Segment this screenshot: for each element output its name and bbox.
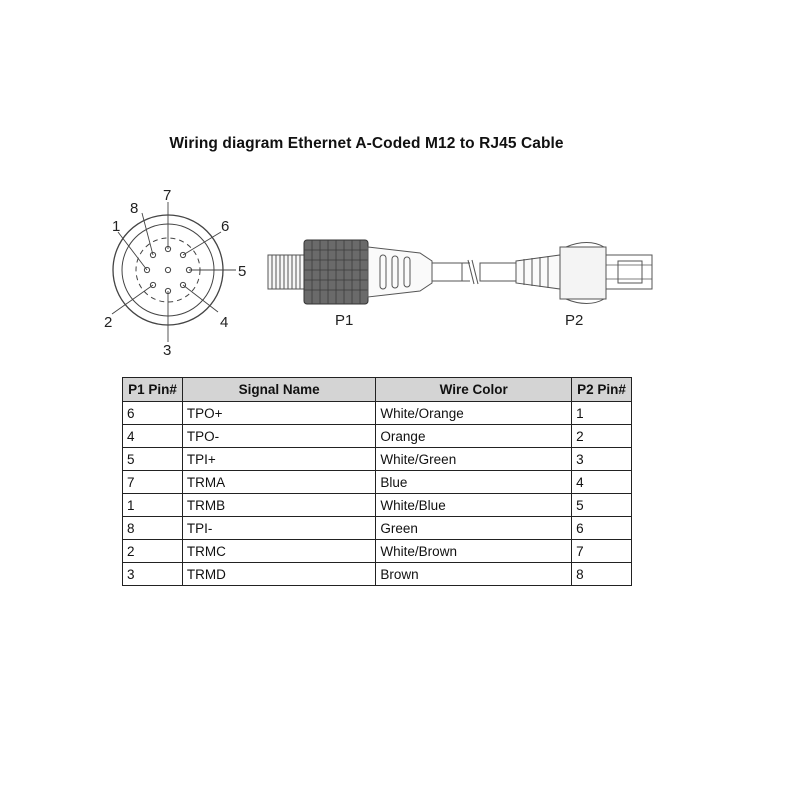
- signal-name-cell: TRMC: [182, 540, 376, 563]
- p2-pin-cell: 2: [572, 425, 632, 448]
- rj45-body: [560, 247, 606, 299]
- signal-name-cell: TPI-: [182, 517, 376, 540]
- p1-pin-cell: 4: [123, 425, 183, 448]
- table-row: [123, 540, 632, 563]
- pinout-table: [122, 377, 632, 586]
- p2-pin-cell: 5: [572, 494, 632, 517]
- signal-name-cell: TPO-: [182, 425, 376, 448]
- p2-pin-cell: 6: [572, 517, 632, 540]
- wire-color-cell: White/Brown: [376, 540, 572, 563]
- table-row: [123, 471, 632, 494]
- wire-color-cell: White/Green: [376, 448, 572, 471]
- p2-pin-cell: 3: [572, 448, 632, 471]
- p2-label: P2: [565, 312, 584, 329]
- table-row: [123, 494, 632, 517]
- header-p1-pin: P1 Pin#: [123, 378, 183, 402]
- table-header-row: [123, 378, 632, 402]
- signal-name-cell: TRMB: [182, 494, 376, 517]
- cable-side-view: [268, 240, 652, 304]
- rj45-boot: [516, 255, 560, 289]
- wire-color-cell: Orange: [376, 425, 572, 448]
- p2-pin-cell: 8: [572, 563, 632, 586]
- wire-color-cell: Green: [376, 517, 572, 540]
- pin-center: [165, 267, 170, 272]
- p1-pin-cell: 7: [123, 471, 183, 494]
- pin-label-6: 6: [221, 218, 230, 235]
- cable-right: [480, 263, 516, 281]
- cable-left: [432, 263, 462, 281]
- wire-color-cell: Blue: [376, 471, 572, 494]
- p1-pin-cell: 3: [123, 563, 183, 586]
- signal-name-cell: TPO+: [182, 402, 376, 425]
- wire-color-cell: Brown: [376, 563, 572, 586]
- table-row: [123, 517, 632, 540]
- header-signal-name: Signal Name: [182, 378, 376, 402]
- table-row: [123, 425, 632, 448]
- p1-pin-cell: 8: [123, 517, 183, 540]
- signal-name-cell: TRMA: [182, 471, 376, 494]
- p2-pin-cell: 4: [572, 471, 632, 494]
- signal-name-cell: TRMD: [182, 563, 376, 586]
- p1-pin-cell: 5: [123, 448, 183, 471]
- m12-thread: [268, 255, 304, 289]
- connector-diagram: [0, 175, 800, 365]
- m12-connector-face: [112, 202, 236, 342]
- diagram-title: Wiring diagram Ethernet A-Coded M12 to RJ45 Cable: [169, 135, 564, 152]
- signal-name-cell: TPI+: [182, 448, 376, 471]
- rj45-plug: [606, 255, 652, 289]
- pin-label-8: 8: [130, 200, 139, 217]
- p1-pin-cell: 6: [123, 402, 183, 425]
- p2-pin-cell: 7: [572, 540, 632, 563]
- m12-body: [368, 247, 432, 297]
- pin-label-4: 4: [220, 314, 229, 331]
- p1-pin-cell: 2: [123, 540, 183, 563]
- pin-label-5: 5: [238, 263, 247, 280]
- table-row: [123, 448, 632, 471]
- p1-pin-cell: 1: [123, 494, 183, 517]
- header-p2-pin: P2 Pin#: [572, 378, 632, 402]
- p2-pin-cell: 1: [572, 402, 632, 425]
- connector-illustration: [0, 175, 800, 365]
- pin-label-1: 1: [112, 218, 121, 235]
- wire-color-cell: White/Blue: [376, 494, 572, 517]
- table-row: [123, 563, 632, 586]
- header-wire-color: Wire Color: [376, 378, 572, 402]
- pin-label-2: 2: [104, 314, 113, 331]
- pin-label-3: 3: [163, 342, 172, 359]
- pin-label-7: 7: [163, 187, 172, 204]
- wire-color-cell: White/Orange: [376, 402, 572, 425]
- table-row: [123, 402, 632, 425]
- p1-label: P1: [335, 312, 354, 329]
